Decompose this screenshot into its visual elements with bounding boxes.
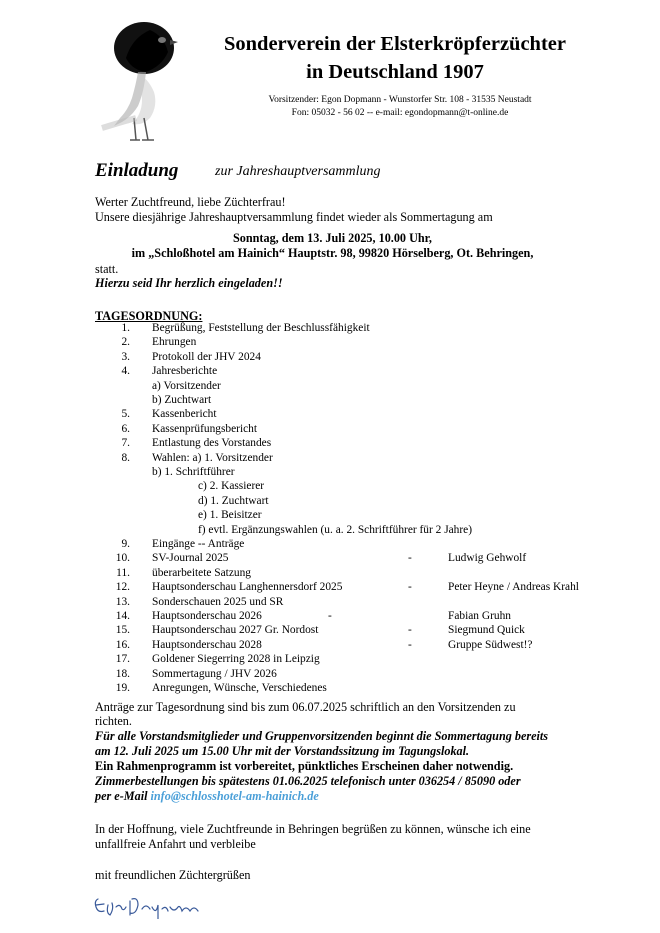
hotel-email-link[interactable]: info@schlosshotel-am-hainich.de (150, 789, 319, 803)
agenda-item-text: Hauptsonderschau 2027 Gr. Nordost (152, 624, 319, 637)
agenda-item-dash: - (408, 552, 412, 565)
agenda-title: TAGESORDNUNG: (95, 309, 203, 323)
agenda-item-text: überarbeitete Satzung (152, 566, 251, 579)
agenda-item-number: 14. (115, 610, 130, 622)
agenda-item-text: Protokoll der JHV 2024 (152, 350, 261, 363)
agenda-item-dash: - (408, 638, 412, 651)
agenda-item-number: 15. (115, 624, 130, 637)
pigeon-logo-icon (92, 18, 188, 148)
agenda-item-person: Peter Heyne / Andreas Krahl (448, 581, 579, 594)
agenda-item-text: b) Zuchtwart (152, 394, 212, 406)
agenda-item-text: SV-Journal 2025 (152, 552, 229, 565)
agenda-item-text: c) 2. Kassierer (198, 480, 265, 493)
email-prefix: per e-Mail (95, 789, 148, 803)
greeting: Werter Zuchtfreund, liebe Züchterfrau! (95, 195, 286, 209)
email-line (95, 789, 319, 804)
agenda-item-person: Siegmund Quick (448, 624, 525, 637)
agenda-item-dash: - (408, 624, 412, 637)
agenda-item-text: Hauptsonderschau 2028 (152, 638, 262, 651)
vorstand-line-1: Für alle Vorstandsmitglieder und Gruppenvorsitzenden beginnt die Sommertagung bereits (95, 729, 549, 743)
agenda-item-text: Anregungen, Wünsche, Verschiedenes (152, 682, 327, 694)
agenda-item-text: Wahlen: a) 1. Vorsitzender (152, 451, 273, 464)
event-venue: im „Schloßhotel am Hainich“ Hauptstr. 98, 99820 Hörselberg, Ot. Behringen, (131, 246, 534, 260)
agenda-item-text: b) 1. Schriftführer (152, 466, 235, 478)
agenda-item-number: 10. (115, 552, 130, 565)
agenda-item-number: 4. (121, 365, 130, 378)
intro-line: Unsere diesjährige Jahreshauptversammlung findet wieder als Sommertagung am (95, 210, 493, 224)
vorstand-line-2: am 12. Juli 2025 um 15.00 Uhr mit der Vorstandssitzung im Tagungslokal. (95, 744, 470, 758)
contact-line-1: Vorsitzender: Egon Dopmann - Wunstorfer Str. 108 - 31535 Neustadt (268, 95, 532, 105)
rahmenprogramm-line: Ein Rahmenprogramm ist vorbereitet, pünktliches Erscheinen daher notwendig. (95, 759, 514, 773)
statt-line: statt. (95, 262, 119, 276)
agenda-item-text: Hauptsonderschau 2026 (152, 610, 262, 622)
agenda-item-text: Jahresberichte (152, 365, 218, 378)
agenda-item-text: a) Vorsitzender (152, 379, 221, 392)
signature-icon (92, 893, 212, 919)
hoffnung-line-2: unfallfreie Anfahrt und verbleibe (95, 837, 256, 851)
agenda-item-text: Goldener Siegerring 2028 in Leipzig (152, 653, 320, 666)
zimmer-line: Zimmerbestellungen bis spätestens 01.06.2025 telefonisch unter 036254 / 85090 oder (95, 774, 521, 788)
agenda-item-number: 12. (115, 581, 130, 594)
contact-block (200, 94, 600, 120)
agenda-item-number: 18. (115, 667, 130, 680)
agenda-item-person: Fabian Gruhn (448, 610, 511, 622)
agenda-item-number: 9. (121, 538, 130, 550)
agenda-item-text: Kassenbericht (152, 408, 217, 421)
agenda-item-number: 5. (121, 408, 130, 421)
greeting-closing: mit freundlichen Züchtergrüßen (95, 868, 251, 882)
antraege-line-1: Anträge zur Tagesordnung sind bis zum 06.07.2025 schriftlich an den Vorsitzenden zu (95, 700, 516, 714)
agenda-item-text: Entlastung des Vorstandes (152, 437, 272, 450)
title-line-1: Sonderverein der Elsterkröpferzüchter (224, 33, 566, 55)
agenda-item-number: 7. (121, 437, 130, 450)
agenda-item-number: 1. (121, 322, 130, 334)
heading: Einladung (95, 160, 179, 181)
agenda-item-dash: - (328, 610, 332, 622)
title-line-2: in Deutschland 1907 (306, 61, 484, 83)
subheading: zur Jahreshauptversammlung (215, 164, 381, 179)
agenda-item-text: d) 1. Zuchtwart (198, 494, 269, 507)
agenda-item-number: 19. (115, 682, 130, 694)
organization-title (190, 30, 600, 86)
agenda-item-number: 6. (121, 422, 130, 435)
agenda-item-text: Kassenprüfungsbericht (152, 422, 258, 435)
agenda-item-number: 8. (121, 451, 130, 464)
agenda-item-person: Ludwig Gehwolf (448, 552, 527, 565)
agenda-item-text: Begrüßung, Feststellung der Beschlussfähigkeit (152, 322, 370, 334)
welcome-line: Hierzu seid Ihr herzlich eingeladen!! (95, 276, 283, 290)
agenda-item-number: 3. (121, 350, 130, 363)
agenda-item-number: 11. (116, 566, 130, 579)
agenda-item-text: Sommertagung / JHV 2026 (152, 667, 277, 680)
antraege-line-2: richten. (95, 714, 132, 728)
hoffnung-line-1: In der Hoffnung, viele Zuchtfreunde in Behringen begrüßen zu können, wünsche ich eine (95, 822, 531, 836)
agenda-item-text: Hauptsonderschau Langhennersdorf 2025 (152, 581, 343, 594)
agenda-item-text: Eingänge -- Anträge (152, 538, 245, 550)
agenda-item-number: 17. (115, 653, 130, 666)
agenda-item-person: Gruppe Südwest!? (448, 638, 533, 651)
contact-line-2: Fon: 05032 - 56 02 -- e-mail: egondopmann@t-online.de (291, 108, 509, 118)
agenda-item-text: f) evtl. Ergänzungswahlen (u. a. 2. Schriftführer für 2 Jahre) (198, 523, 473, 536)
event-date: Sonntag, dem 13. Juli 2025, 10.00 Uhr, (233, 231, 432, 245)
agenda-item-dash: - (408, 581, 412, 594)
agenda-item-text: Ehrungen (152, 336, 197, 349)
agenda-item-number: 13. (115, 595, 130, 608)
agenda-item-text: e) 1. Beisitzer (198, 509, 262, 522)
agenda-item-number: 2. (121, 336, 130, 349)
agenda-item-number: 16. (115, 638, 130, 651)
agenda-item-text: Sonderschauen 2025 und SR (152, 595, 284, 608)
